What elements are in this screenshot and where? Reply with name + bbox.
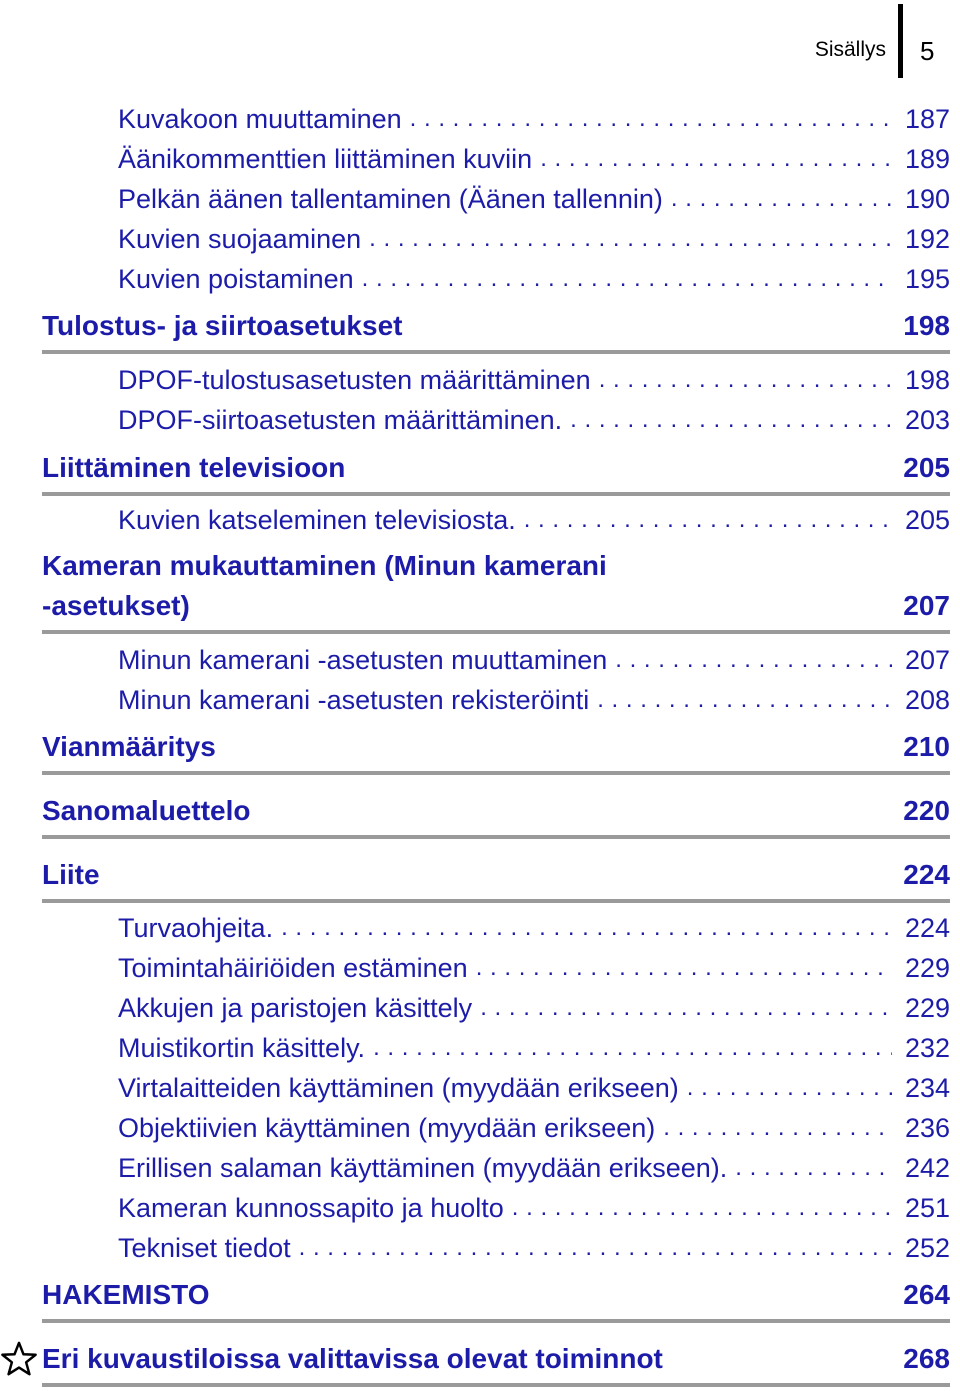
toc-section[interactable] bbox=[42, 1275, 950, 1323]
toc-entry[interactable] bbox=[118, 219, 950, 259]
toc-entry-page: 205 bbox=[904, 504, 950, 535]
toc-entry-page: 195 bbox=[904, 263, 950, 294]
toc-section-title: Tulostus- ja siirtoasetukset bbox=[42, 310, 403, 341]
toc-section[interactable] bbox=[42, 448, 950, 496]
toc-section-title: Vianmääritys bbox=[42, 731, 216, 762]
toc-entry[interactable] bbox=[118, 360, 950, 400]
toc-leader-dots bbox=[524, 500, 892, 540]
toc-section-page: 210 bbox=[903, 731, 950, 762]
toc-section-title: HAKEMISTO bbox=[42, 1279, 210, 1310]
toc-section-title: Eri kuvaustiloissa valittavissa olevat toiminnot bbox=[42, 1343, 663, 1374]
toc-leader-dots bbox=[671, 179, 892, 219]
toc-entry-page: 236 bbox=[904, 1112, 950, 1143]
toc-entry-title: Tekniset tiedot bbox=[118, 1232, 291, 1263]
toc-entry-page: 251 bbox=[904, 1192, 950, 1223]
toc-leader-dots bbox=[540, 139, 892, 179]
toc-entry-page: 192 bbox=[904, 223, 950, 254]
toc-entry-title: Kuvien poistaminen bbox=[118, 263, 354, 294]
toc-entry[interactable] bbox=[118, 139, 950, 179]
toc-entry-title: Muistikortin käsittely. bbox=[118, 1032, 366, 1063]
toc-leader-dots bbox=[373, 1028, 892, 1068]
toc-entry-page: 208 bbox=[904, 684, 950, 715]
toc-entry-page: 229 bbox=[904, 952, 950, 983]
toc-leader-dots bbox=[687, 1068, 892, 1108]
toc-entry[interactable] bbox=[118, 1108, 950, 1148]
toc-entry[interactable] bbox=[118, 988, 950, 1028]
toc-entry[interactable] bbox=[118, 500, 950, 540]
toc-leader-dots bbox=[369, 219, 892, 259]
toc-entry-page: 234 bbox=[904, 1072, 950, 1103]
toc-section-title-line1: Kameran mukauttaminen (Minun kamerani bbox=[42, 550, 607, 581]
toc-entry-title: DPOF-tulostusasetusten määrittäminen bbox=[118, 364, 591, 395]
header-page-number: 5 bbox=[920, 36, 935, 66]
toc-entry-page: 203 bbox=[904, 404, 950, 435]
toc-entry[interactable] bbox=[118, 680, 950, 720]
toc-section[interactable] bbox=[42, 1339, 950, 1387]
toc-section[interactable] bbox=[42, 727, 950, 775]
toc-entry[interactable] bbox=[118, 179, 950, 219]
toc-entry-page: 190 bbox=[904, 183, 950, 214]
toc-section[interactable] bbox=[42, 546, 950, 634]
toc-entry-title: Äänikommenttien liittäminen kuviin bbox=[118, 143, 533, 174]
toc-section-title-line2: -asetukset) bbox=[42, 590, 190, 621]
toc-entry-page: 198 bbox=[904, 364, 950, 395]
toc-leader-dots bbox=[570, 400, 892, 440]
toc-section-page: 264 bbox=[903, 1279, 950, 1310]
toc-leader-dots bbox=[663, 1108, 892, 1148]
toc-section-page: 224 bbox=[903, 859, 950, 890]
toc-section[interactable] bbox=[42, 855, 950, 903]
toc-entry-page: 224 bbox=[904, 912, 950, 943]
toc-leader-dots bbox=[597, 680, 892, 720]
toc-entry[interactable] bbox=[118, 99, 950, 139]
toc-entry-title: Kuvakoon muuttaminen bbox=[118, 103, 402, 134]
toc-leader-dots bbox=[362, 259, 892, 299]
toc-entry-title: Minun kamerani -asetusten muuttaminen bbox=[118, 644, 608, 675]
toc-entry[interactable] bbox=[118, 1148, 950, 1188]
toc-section-page: 268 bbox=[903, 1343, 950, 1374]
toc-entry-page: 207 bbox=[904, 644, 950, 675]
toc-section[interactable] bbox=[42, 791, 950, 839]
star-outline-icon bbox=[0, 1340, 38, 1378]
toc-entry[interactable] bbox=[118, 1028, 950, 1068]
toc-entry-title: Toimintahäiriöiden estäminen bbox=[118, 952, 468, 983]
toc-entry-page: 252 bbox=[904, 1232, 950, 1263]
toc-section-page: 207 bbox=[903, 590, 950, 621]
toc-section-title: Sanomaluettelo bbox=[42, 795, 251, 826]
toc-entry-page: 187 bbox=[904, 103, 950, 134]
toc-entry[interactable] bbox=[118, 1188, 950, 1228]
toc-entry-page: 232 bbox=[904, 1032, 950, 1063]
toc-section-page: 198 bbox=[903, 310, 950, 341]
toc-section-title bbox=[42, 546, 903, 626]
toc-leader-dots bbox=[512, 1188, 892, 1228]
toc-section[interactable] bbox=[42, 306, 950, 354]
toc-entry-title: DPOF-siirtoasetusten määrittäminen. bbox=[118, 404, 563, 435]
toc-leader-dots bbox=[410, 99, 892, 139]
toc-entry-title: Turvaohjeita. bbox=[118, 912, 274, 943]
toc-section-title: Liittäminen televisioon bbox=[42, 452, 346, 483]
toc-entry[interactable] bbox=[118, 908, 950, 948]
header-section-label: Sisällys bbox=[814, 38, 886, 61]
toc-leader-dots bbox=[735, 1148, 892, 1188]
toc-leader-dots bbox=[599, 360, 892, 400]
toc-entry-title: Objektiivien käyttäminen (myydään erikseen) bbox=[118, 1112, 656, 1143]
toc-entry[interactable] bbox=[118, 948, 950, 988]
toc-entry-title: Kuvien katseleminen televisiosta. bbox=[118, 504, 516, 535]
toc-entry-title: Kameran kunnossapito ja huolto bbox=[118, 1192, 504, 1223]
toc-leader-dots bbox=[615, 640, 892, 680]
toc-entry-page: 189 bbox=[904, 143, 950, 174]
toc-entry-title: Erillisen salaman käyttäminen (myydään erikseen). bbox=[118, 1152, 728, 1183]
toc-entry[interactable] bbox=[118, 640, 950, 680]
toc-entry-title: Kuvien suojaaminen bbox=[118, 223, 362, 254]
toc-section-title: Liite bbox=[42, 859, 100, 890]
toc-entry-title: Virtalaitteiden käyttäminen (myydään erikseen) bbox=[118, 1072, 679, 1103]
toc-entry[interactable] bbox=[118, 400, 950, 440]
toc-entry[interactable] bbox=[118, 259, 950, 299]
toc-entry-title: Akkujen ja paristojen käsittely bbox=[118, 992, 473, 1023]
toc-entry-title: Minun kamerani -asetusten rekisteröinti bbox=[118, 684, 590, 715]
toc-entry[interactable] bbox=[118, 1068, 950, 1108]
toc-entry-page: 229 bbox=[904, 992, 950, 1023]
toc-leader-dots bbox=[281, 908, 892, 948]
toc-leader-dots bbox=[299, 1228, 892, 1268]
toc-section-page: 220 bbox=[903, 795, 950, 826]
toc-entry[interactable] bbox=[118, 1228, 950, 1268]
toc-entry-page: 242 bbox=[904, 1152, 950, 1183]
toc-entry-title: Pelkän äänen tallentaminen (Äänen tallennin) bbox=[118, 183, 663, 214]
toc-section-page: 205 bbox=[903, 452, 950, 483]
toc-leader-dots bbox=[476, 948, 892, 988]
toc-leader-dots bbox=[480, 988, 892, 1028]
